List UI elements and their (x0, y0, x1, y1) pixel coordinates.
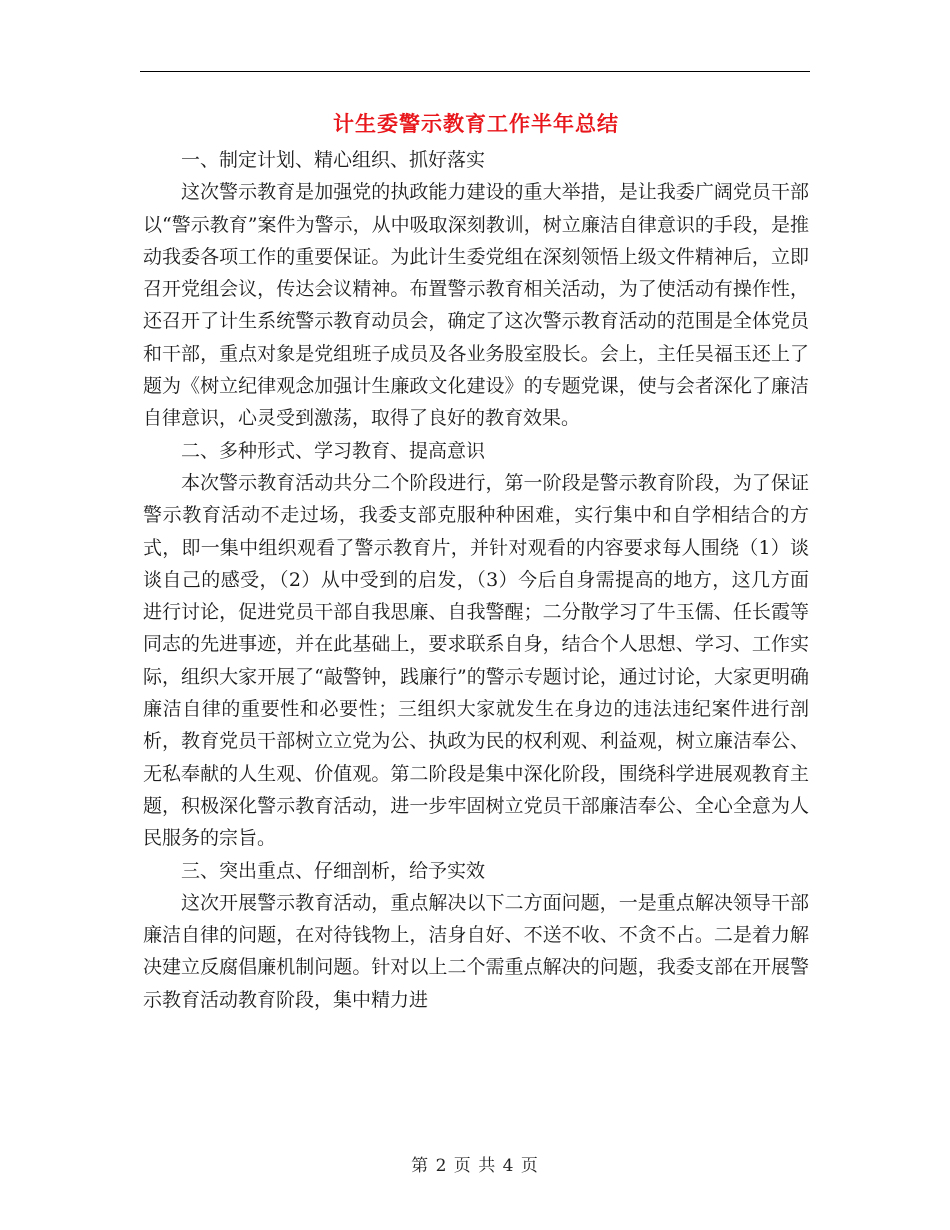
page-number-footer: 第 2 页 共 4 页 (411, 1156, 539, 1176)
section-heading-1: 一、制定计划、精心组织、抓好落实 (181, 149, 486, 171)
paragraph: 本次警示教育活动共分二个阶段进行，第一阶段是警示教育阶段，为了保证警示教育活动不走过场，我委支部克服种种困难，实行集中和自学相结合的方式，即一集中组织观看了警示教育片，并针对观看的内容要求每人围绕（1）谈谈自己的感受，（2）从中受到的启发，（3）今后自身需提高的地方，这几方面进行讨论，促进党员干部自我思廉、自我警醒；二分散学习了牛玉儒、任长霞等同志的先进事迹，并在此基础上，要求联系自身，结合个人思想、学习、工作实际，组织大家开展了“敲警钟，践廉行”的警示专题讨论，通过讨论，大家更明确廉洁自律的重要性和必要性；三组织大家就发生在身边的违法违纪案件进行剖析，教育党员干部树立立党为公、执政为民的权利观、利益观，树立廉洁奉公、无私奉献的人生观、价值观。第二阶段是集中深化阶段，围绕科学进展观教育主题，积极深化警示教育活动，进一步牢固树立党员干部廉洁奉公、全心全意为人民服务的宗旨。 (143, 471, 809, 850)
paragraph: 这次开展警示教育活动，重点解决以下二方面问题，一是重点解决领导干部廉洁自律的问题，在对待钱物上，洁身自好、不送不收、不贪不占。二是着力解决建立反腐倡廉机制问题。针对以上二个需重点解决的问题，我委支部在开展警示教育活动教育阶段，集中精力进 (143, 891, 809, 1011)
document-title: 计生委警示教育工作半年总结 (333, 111, 619, 136)
document-body (143, 108, 809, 1016)
section-heading-3: 三、突出重点、仔细剖析，给予实效 (181, 859, 486, 882)
header-rule (140, 71, 810, 72)
section-heading-2: 二、多种形式、学习教育、提高意识 (181, 439, 486, 462)
paragraph: 这次警示教育是加强党的执政能力建设的重大举措，是让我委广阔党员干部以“警示教育”案件为警示，从中吸取深刻教训，树立廉洁自律意识的手段，是推动我委各项工作的重要保证。为此计生委党组在深刻领悟上级文件精神后，立即召开党组会议，传达会议精神。布置警示教育相关活动，为了使活动有操作性，还召开了计生系统警示教育动员会，确定了这次警示教育活动的范围是全体党员和干部，重点对象是党组班子成员及各业务股室股长。会上，主任吴福玉还上了题为《树立纪律观念加强计生廉政文化建设》的专题党课，使与会者深化了廉洁自律意识，心灵受到激荡，取得了良好的教育效果。 (143, 181, 809, 430)
